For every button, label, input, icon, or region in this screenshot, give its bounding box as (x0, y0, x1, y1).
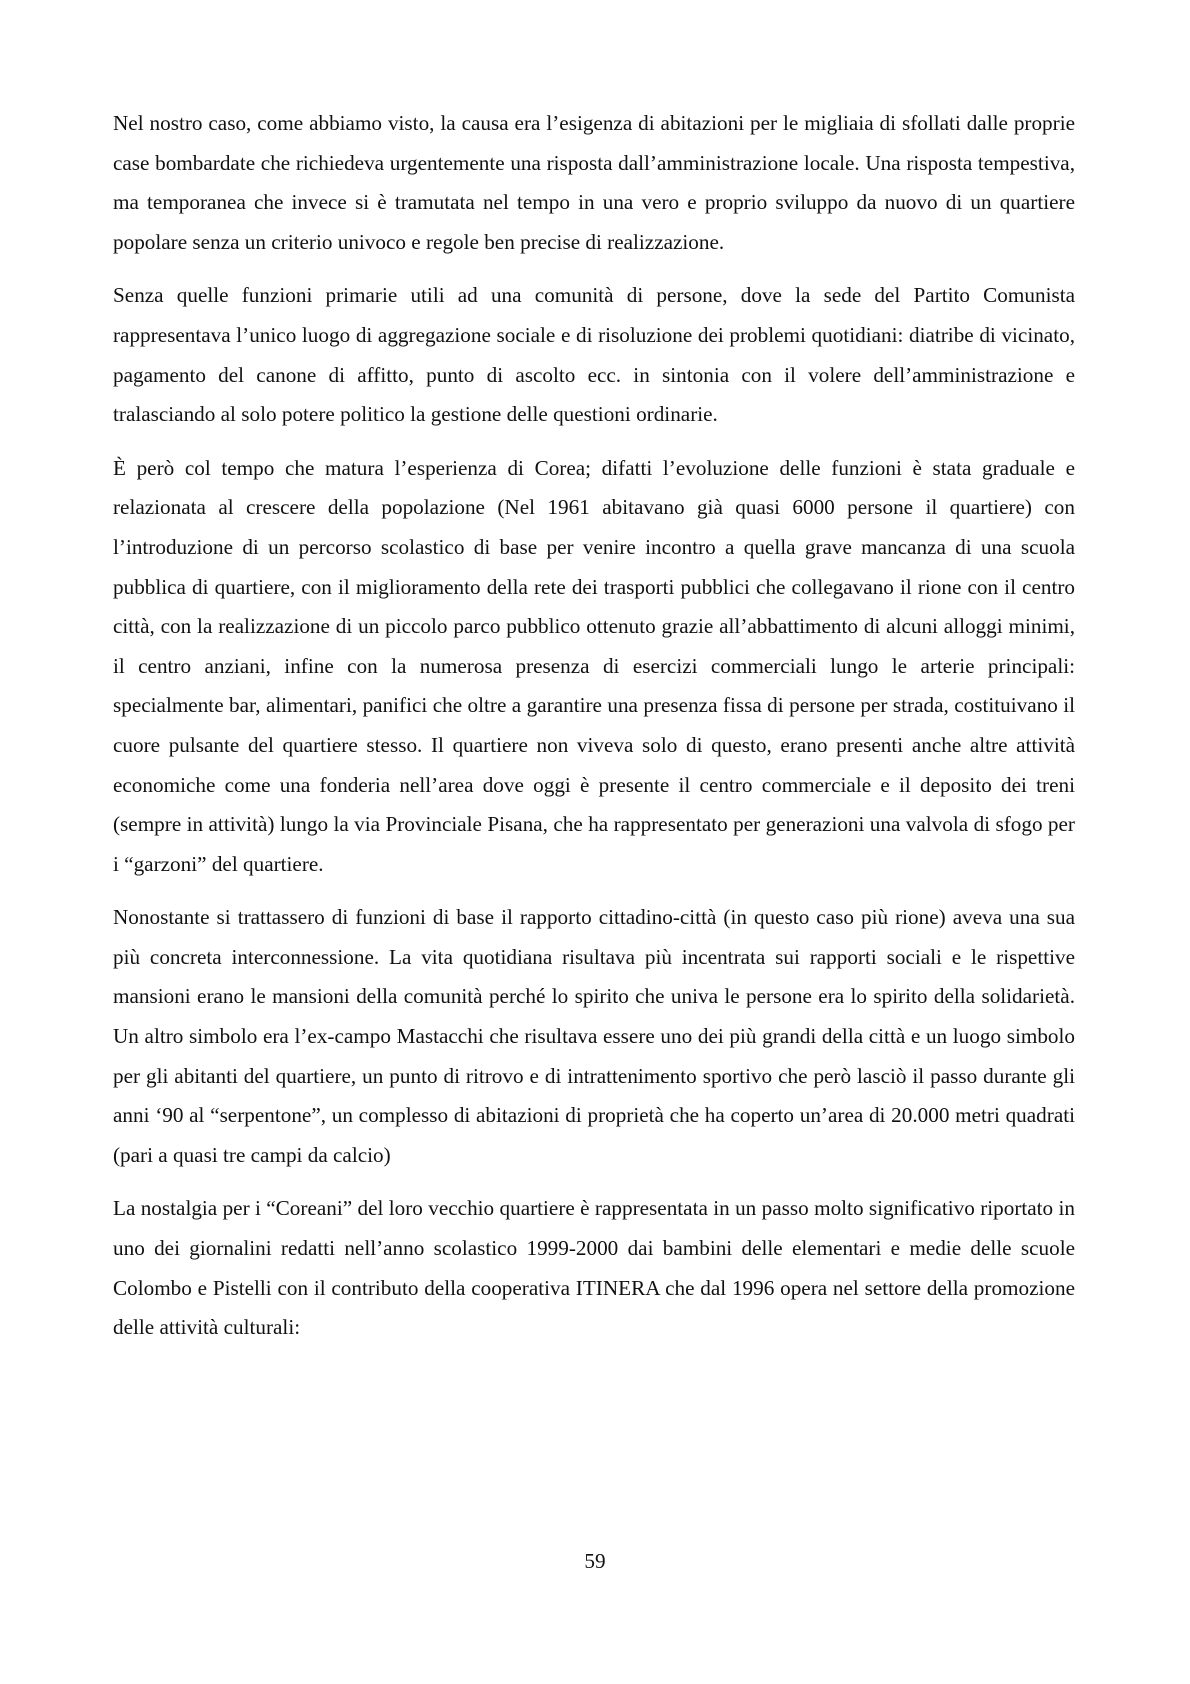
paragraph-4: Nonostante si trattassero di funzioni di base il rapporto cittadino-città (in questo caso più rione) aveva una sua più concreta interconnessione. La vita quotidiana risultava più incentrata sui rapporti sociali e le rispettive mansioni erano le mansioni della comunità perché lo spirito che univa le persone era lo spirito della solidarietà. Un altro simbolo era l’ex-campo Mastacchi che risultava essere uno dei più grandi della città e un luogo simbolo per gli abitanti del quartiere, un punto di ritrovo e di intrattenimento sportivo che però lasciò il passo durante gli anni ‘90 al “serpentone”, un complesso di abitazioni di proprietà che ha coperto un’area di 20.000 metri quadrati (pari a quasi tre campi da calcio) (113, 905, 1075, 1167)
paragraph-3: È però col tempo che matura l’esperienza di Corea; difatti l’evoluzione delle funzioni è stata graduale e relazionata al crescere della popolazione (Nel 1961 abitavano già quasi 6000 persone il quartiere) con l’introduzione di un percorso scolastico di base per venire incontro a quella grave mancanza di una scuola pubblica di quartiere, con il miglioramento della rete dei trasporti pubblici che collegavano il rione con il centro città, con la realizzazione di un piccolo parco pubblico ottenuto grazie all’abbattimento di alcuni alloggi minimi, il centro anziani, infine con la numerosa presenza di esercizi commerciali lungo le arterie principali: specialmente bar, alimentari, panifici che oltre a garantire una presenza fissa di persone per strada, costituivano il cuore pulsante del quartiere stesso. Il quartiere non viveva solo di questo, erano presenti anche altre attività economiche come una fonderia nell’area dove oggi è presente il centro commerciale e il deposito dei treni (sempre in attività) lungo la via Provinciale Pisana, che ha rappresentato per generazioni una valvola di sfogo per i “garzoni” del quartiere. (113, 455, 1075, 876)
paragraph-5: La nostalgia per i “Coreani” del loro vecchio quartiere è rappresentata in un passo molto significativo riportato in uno dei giornalini redatti nell’anno scolastico 1999-2000 dai bambini delle elementari e medie delle scuole Colombo e Pistelli con il contributo della cooperativa ITINERA che dal 1996 opera nel settore della promozione delle attività culturali: (113, 1196, 1075, 1340)
body-text (113, 104, 1075, 1362)
paragraph-1: Nel nostro caso, come abbiamo visto, la causa era l’esigenza di abitazioni per le migliaia di sfollati dalle proprie case bombardate che richiedeva urgentemente una risposta dall’amministrazione locale. Una risposta tempestiva, ma temporanea che invece si è tramutata nel tempo in una vero e proprio sviluppo da nuovo di un quartiere popolare senza un criterio univoco e regole ben precise di realizzazione. (113, 111, 1075, 254)
paragraph-2: Senza quelle funzioni primarie utili ad una comunità di persone, dove la sede del Partito Comunista rappresentava l’unico luogo di aggregazione sociale e di risoluzione dei problemi quotidiani: diatribe di vicinato, pagamento del canone di affitto, punto di ascolto ecc. in sintonia con il volere dell’amministrazione e tralasciando al solo potere politico la gestione delle questioni ordinarie. (113, 283, 1075, 427)
page-number: 59 (584, 1549, 606, 1573)
